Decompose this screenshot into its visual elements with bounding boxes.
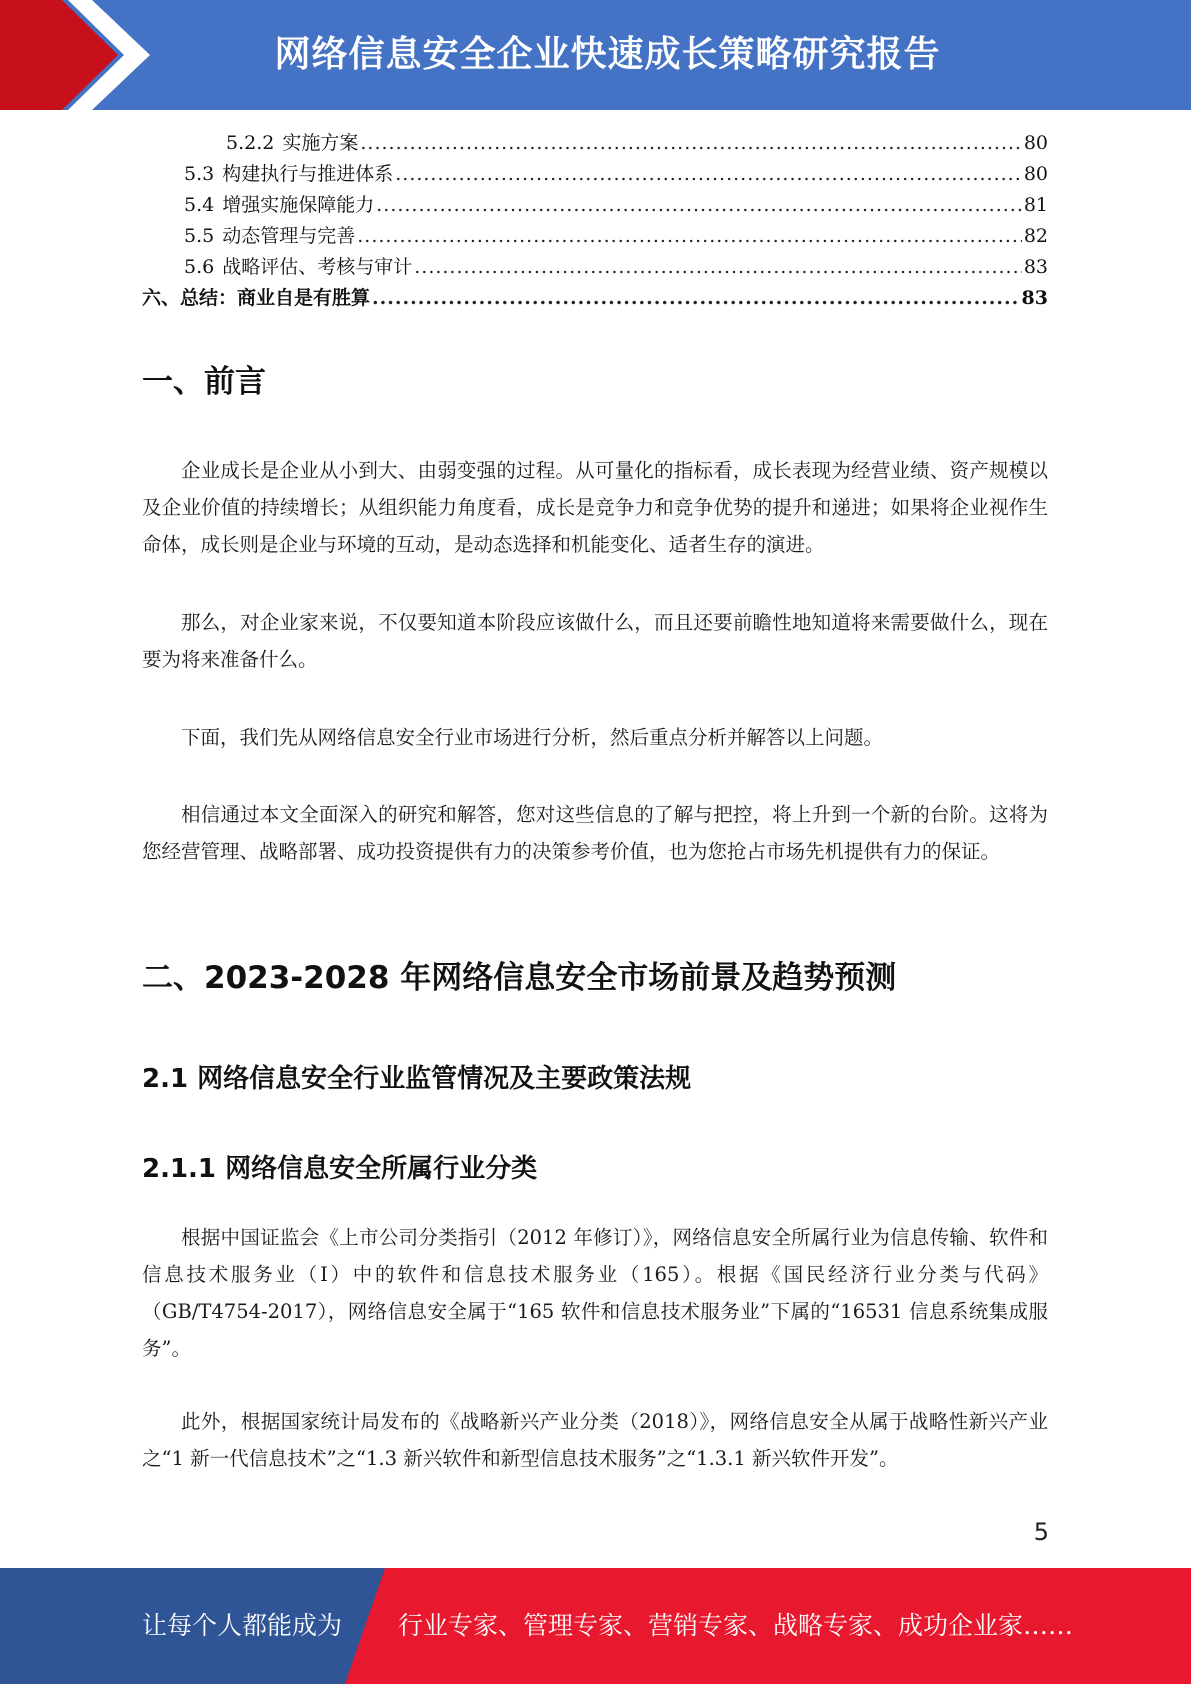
preface-paragraph: 企业成长是企业从小到大、由弱变强的过程。从可量化的指标看，成长表现为经营业绩、资产规模以及企业价值的持续增长；从组织能力角度看，成长是竞争力和竞争优势的提升和递进；如果将企业视作生命体，成长则是企业与环境的互动，是动态选择和机能变化、适者生存的演进。 (142, 459, 1048, 556)
toc-entry-page: 83 (1021, 287, 1048, 309)
toc-entry-number: 5.6 (184, 256, 215, 278)
toc-entry-title: 战略评估、考核与审计 (222, 256, 413, 278)
toc-entry-page: 80 (1023, 132, 1048, 154)
section-2-1-heading: 2.1 网络信息安全行业监管情况及主要政策法规 (142, 1064, 692, 1094)
toc-leader-dots (372, 283, 1020, 314)
toc-entry-page: 83 (1023, 256, 1048, 278)
page-header (0, 0, 1191, 110)
toc-entry-page: 81 (1023, 194, 1048, 216)
body-paragraph: 根据中国证监会《上市公司分类指引（2012 年修订）》，网络信息安全所属行业为信息传输、软件和信息技术服务业（I）中的软件和信息技术服务业（165）。根据《国民经济行业分类与代码》（GB/T4754-2017），网络信息安全属于“165 软件和信息技术服务业”下属的“16531 信息系统集成服务”。 (142, 1226, 1048, 1360)
toc-entry-number: 5.5 (184, 225, 215, 247)
toc-entry-page: 82 (1023, 225, 1048, 247)
toc-entry[interactable] (142, 190, 1048, 221)
toc-entry[interactable] (142, 252, 1048, 283)
toc-entry-page: 80 (1023, 163, 1048, 185)
header-red-arrow-decoration (0, 0, 160, 110)
toc-leader-dots (376, 190, 1022, 221)
report-title: 网络信息安全企业快速成长策略研究报告 (274, 34, 941, 75)
toc-entry[interactable] (142, 283, 1048, 314)
toc-entry-number: 5.3 (184, 163, 215, 185)
section-2-1-1-heading: 2.1.1 网络信息安全所属行业分类 (142, 1154, 538, 1184)
toc-entry-number: 5.2.2 (226, 132, 275, 154)
toc-entry[interactable] (142, 221, 1048, 252)
preface-paragraph: 那么，对企业家来说，不仅要知道本阶段应该做什么，而且还要前瞻性地知道将来需要做什么，现在要为将来准备什么。 (142, 611, 1048, 671)
toc-entry-title: 构建执行与推进体系 (222, 163, 394, 185)
toc-entry-title: 实施方案 (282, 132, 359, 154)
toc-leader-dots (395, 159, 1022, 190)
page-number: 5 (1033, 1518, 1049, 1546)
preface-paragraph: 下面，我们先从网络信息安全行业市场进行分析，然后重点分析并解答以上问题。 (181, 726, 884, 749)
table-of-contents (142, 128, 1048, 314)
toc-entry[interactable] (142, 128, 1048, 159)
toc-entry[interactable] (142, 159, 1048, 190)
toc-leader-dots (357, 221, 1022, 252)
chapter2-heading: 二、2023-2028 年网络信息安全市场前景及趋势预测 (142, 960, 897, 996)
toc-leader-dots (360, 128, 1021, 159)
preface-heading: 一、前言 (142, 364, 266, 400)
toc-entry-number: 5.4 (184, 194, 215, 216)
toc-leader-dots (414, 252, 1022, 283)
body-paragraph: 此外，根据国家统计局发布的《战略新兴产业分类（2018）》，网络信息安全从属于战略性新兴产业之“1 新一代信息技术”之“1.3 新兴软件和新型信息技术服务”之“1.3.1 新兴软件开发”。 (142, 1410, 1048, 1470)
toc-entry-title: 动态管理与完善 (222, 225, 356, 247)
preface-paragraph: 相信通过本文全面深入的研究和解答，您对这些信息的了解与把控，将上升到一个新的台阶。这将为您经营管理、战略部署、成功投资提供有力的决策参考价值，也为您抢占市场先机提供有力的保证。 (142, 803, 1048, 863)
toc-entry-title: 增强实施保障能力 (222, 194, 375, 216)
toc-entry-title: 六、总结：商业自是有胜算 (142, 287, 371, 309)
page-footer (0, 1568, 1191, 1684)
footer-slogan-right: 行业专家、管理专家、营销专家、战略专家、成功企业家…… (398, 1611, 1074, 1640)
footer-slogan-left: 让每个人都能成为 (142, 1611, 343, 1640)
